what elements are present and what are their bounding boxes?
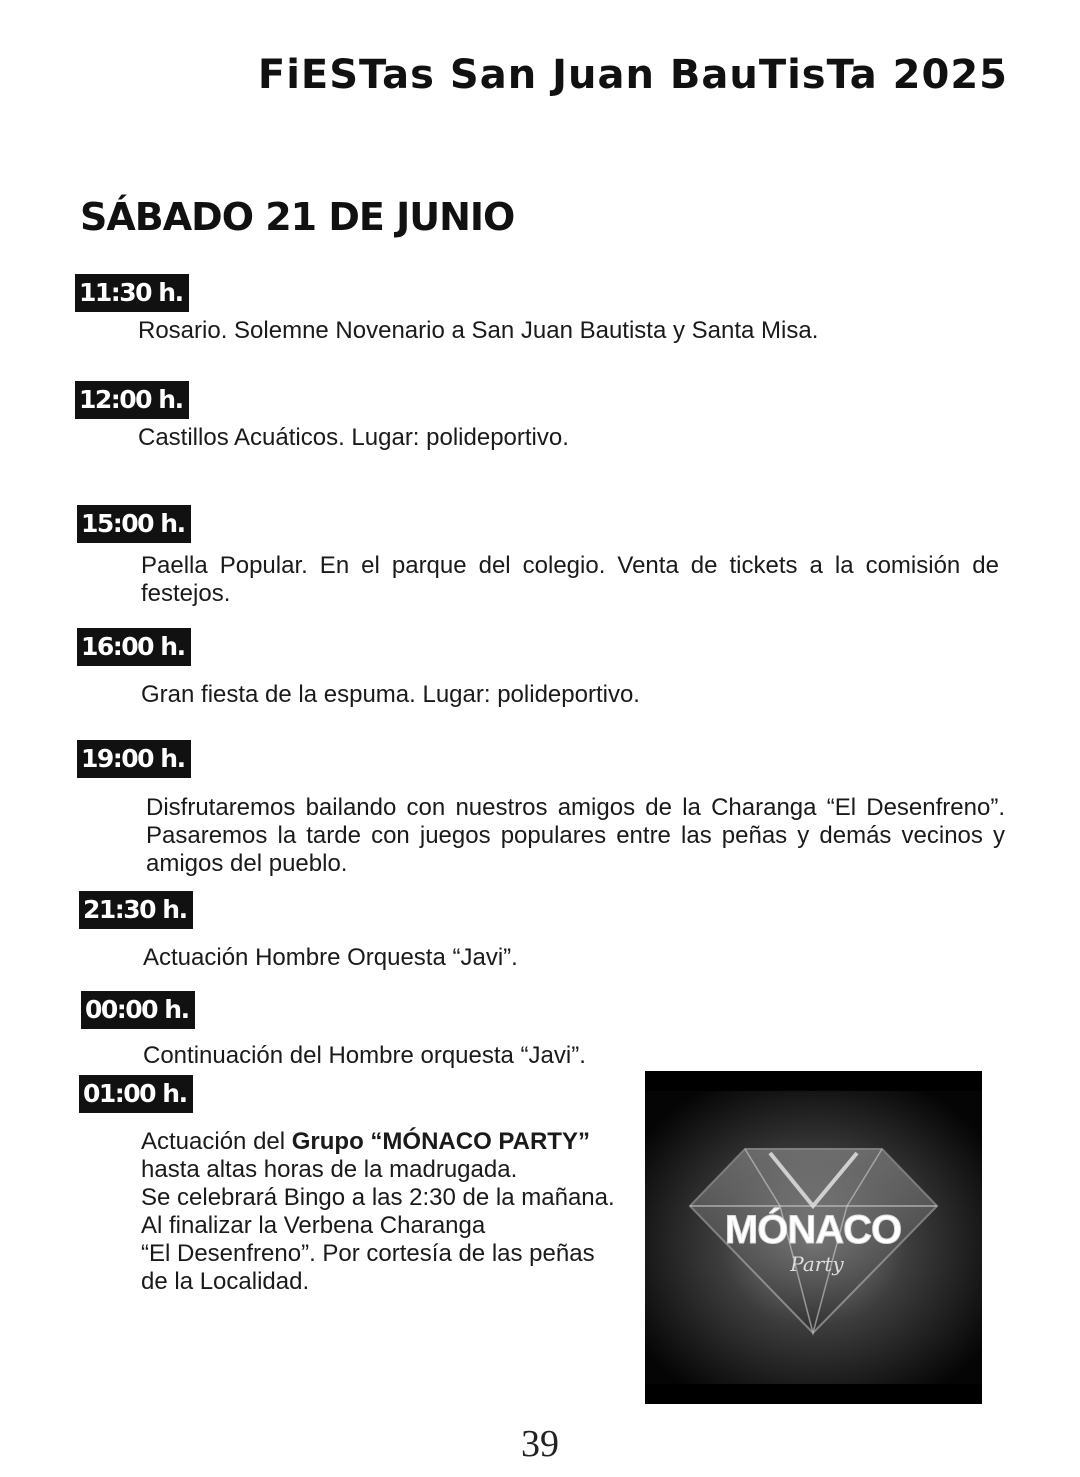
description-line: “El Desenfreno”. Por cortesía de las peñas [141, 1240, 595, 1267]
monaco-party-image [645, 1071, 982, 1404]
event-description: Actuación Hombre Orquesta “Javi”. [143, 944, 518, 971]
logo-text: MÓNACO [724, 1208, 902, 1252]
event-description: Continuación del Hombre orquesta “Javi”. [143, 1042, 586, 1069]
description-line: hasta altas horas de la madrugada. [141, 1156, 518, 1183]
band-name: Grupo “MÓNACO PARTY” [291, 1128, 590, 1155]
time-badge: 11:30 h. [75, 274, 189, 312]
description-line: Actuación del Grupo “MÓNACO PARTY” [141, 1128, 590, 1155]
time-badge: 19:00 h. [77, 740, 191, 778]
time-badge: 01:00 h. [79, 1075, 193, 1113]
description-line: Al finalizar la Verbena Charanga [141, 1212, 486, 1239]
time-badge: 15:00 h. [77, 505, 191, 543]
time-badge: 16:00 h. [77, 628, 191, 666]
event-description: Castillos Acuáticos. Lugar: polideportivo. [138, 424, 569, 451]
time-badge: 12:00 h. [75, 381, 189, 419]
event-description: Rosario. Solemne Novenario a San Juan Bautista y Santa Misa. [138, 317, 819, 344]
header-title: FiESTas San Juan BauTisTa 2025 [257, 52, 1008, 98]
day-title: SÁBADO 21 DE JUNIO [80, 195, 515, 239]
description-line: de la Localidad. [141, 1268, 310, 1295]
event-description [141, 1128, 641, 1296]
event-description: Paella Popular. En el parque del colegio. Venta de tickets a la comisión de festejos. [141, 552, 999, 607]
page-number: 39 [521, 1423, 559, 1465]
time-badge: 21:30 h. [79, 891, 193, 929]
logo-script-text: Party [790, 1252, 844, 1276]
description-line: Se celebrará Bingo a las 2:30 de la mañana. [141, 1184, 615, 1211]
monaco-diamond-logo [645, 1071, 982, 1404]
event-description: Disfrutaremos bailando con nuestros amigos de la Charanga “El Desenfreno”. Pasaremos la tarde con juegos populares entre las peñas y demás vecinos y amigos del pueblo. [146, 794, 1005, 877]
time-badge: 00:00 h. [81, 991, 195, 1029]
event-description: Gran fiesta de la espuma. Lugar: polideportivo. [141, 681, 640, 708]
